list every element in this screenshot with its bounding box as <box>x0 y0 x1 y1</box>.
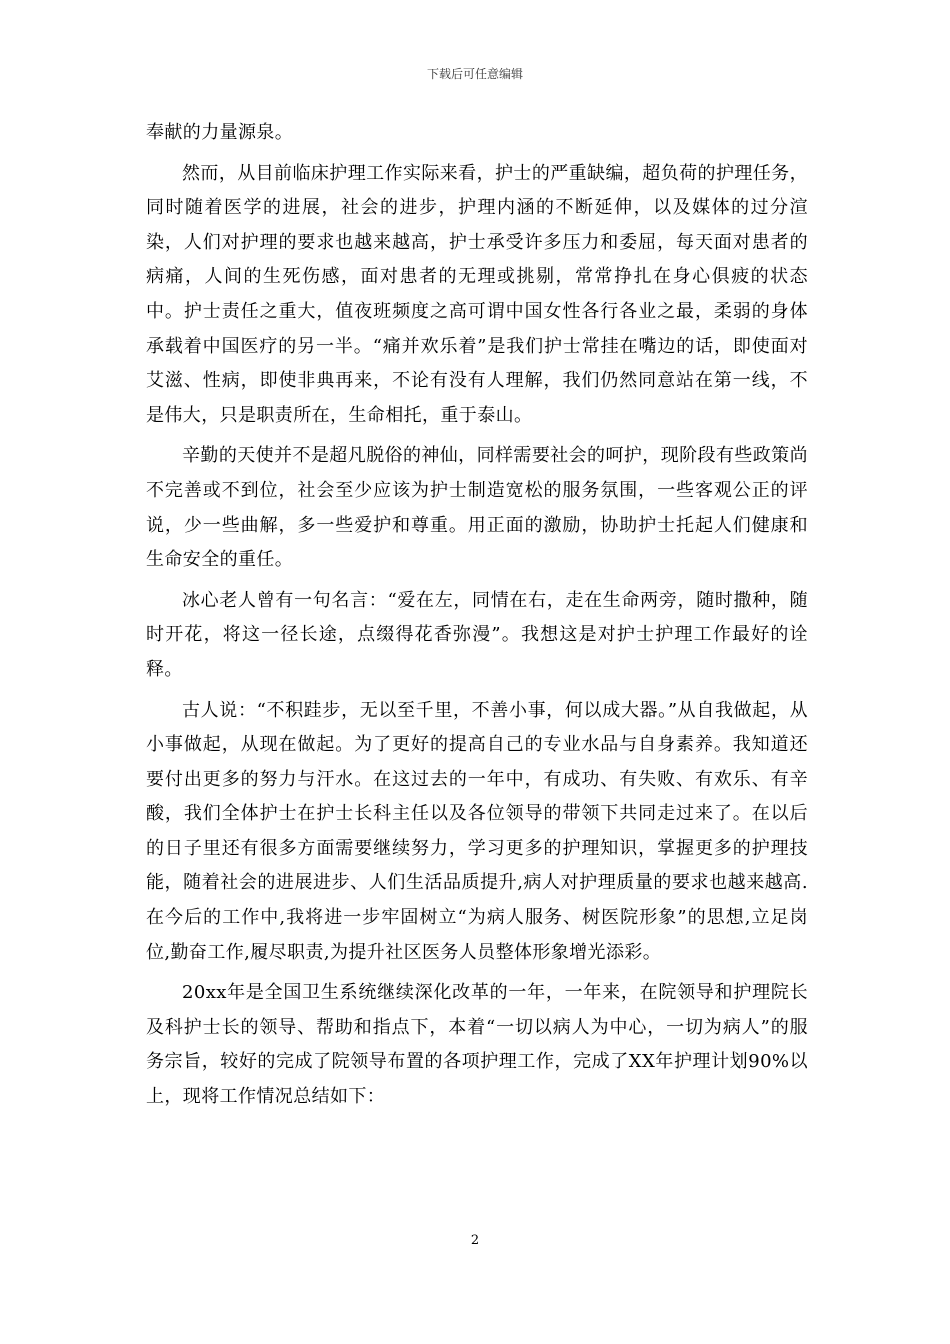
paragraph: 20xx年是全国卫生系统继续深化改革的一年，一年来，在院领导和护理院长及科护士长的领导、帮助和指点下，本着“一切以病人为中心，一切为病人”的服务宗旨，较好的完成了院领导布置的各项护理工作，完成了XX年护理计划90%以上，现将工作情况总结如下： <box>146 982 808 1108</box>
page-number: 2 <box>470 1233 480 1248</box>
paragraph: 然而，从目前临床护理工作实际来看，护士的严重缺编，超负荷的护理任务，同时随着医学的进展，社会的进步，护理内涵的不断延伸，以及媒体的过分渲染，人们对护理的要求也越来越高，护士承受许多压力和委屈，每天面对患者的病痛，人间的生死伤感，面对患者的无理或挑剔，常常挣扎在身心俱疲的状态中。护士责任之重大，值夜班频度之高可谓中国女性各行各业之最，柔弱的身体承载着中国医疗的另一半。“痛并欢乐着”是我们护士常挂在嘴边的话，即使面对艾滋、性病，即使非典再来，不论有没有人理解，我们仍然同意站在第一线，不是伟大，只是职责所在，生命相托，重于泰山。 <box>146 162 808 426</box>
paragraph-continuation: 奉献的力量源泉。 <box>146 122 294 143</box>
page-header: 下载后可任意编辑 <box>426 67 523 81</box>
paragraph: 冰心老人曾有一句名言：“爱在左，同情在右，走在生命两旁，随时撒种，随时开花，将这一径长途，点缀得花香弥漫”。我想这是对护士护理工作最好的诠释。 <box>146 589 808 680</box>
document-body <box>146 116 808 1121</box>
paragraph: 辛勤的天使并不是超凡脱俗的神仙，同样需要社会的呵护，现阶段有些政策尚不完善或不到位，社会至少应该为护士制造宽松的服务氛围，一些客观公正的评说，少一些曲解，多一些爱护和尊重。用正面的激励，协助护士托起人们健康和生命安全的重任。 <box>146 445 808 571</box>
paragraph: 古人说：“不积跬步，无以至千里，不善小事，何以成大器。”从自我做起，从小事做起，从现在做起。为了更好的提高自己的专业水品与自身素养。我知道还要付出更多的努力与汗水。在这过去的一年中，有成功、有失败、有欢乐、有辛酸，我们全体护士在护士长科主任以及各位领导的带领下共同走过来了。在以后的日子里还有很多方面需要继续努力，学习更多的护理知识，掌握更多的护理技能，随着社会的进展进步、人们生活品质提升,病人对护理质量的要求也越来越高.在今后的工作中,我将进一步牢固树立“为病人服务、树医院形象”的思想,立足岗位,勤奋工作,履尽职责,为提升社区医务人员整体形象增光添彩。 <box>146 699 808 963</box>
